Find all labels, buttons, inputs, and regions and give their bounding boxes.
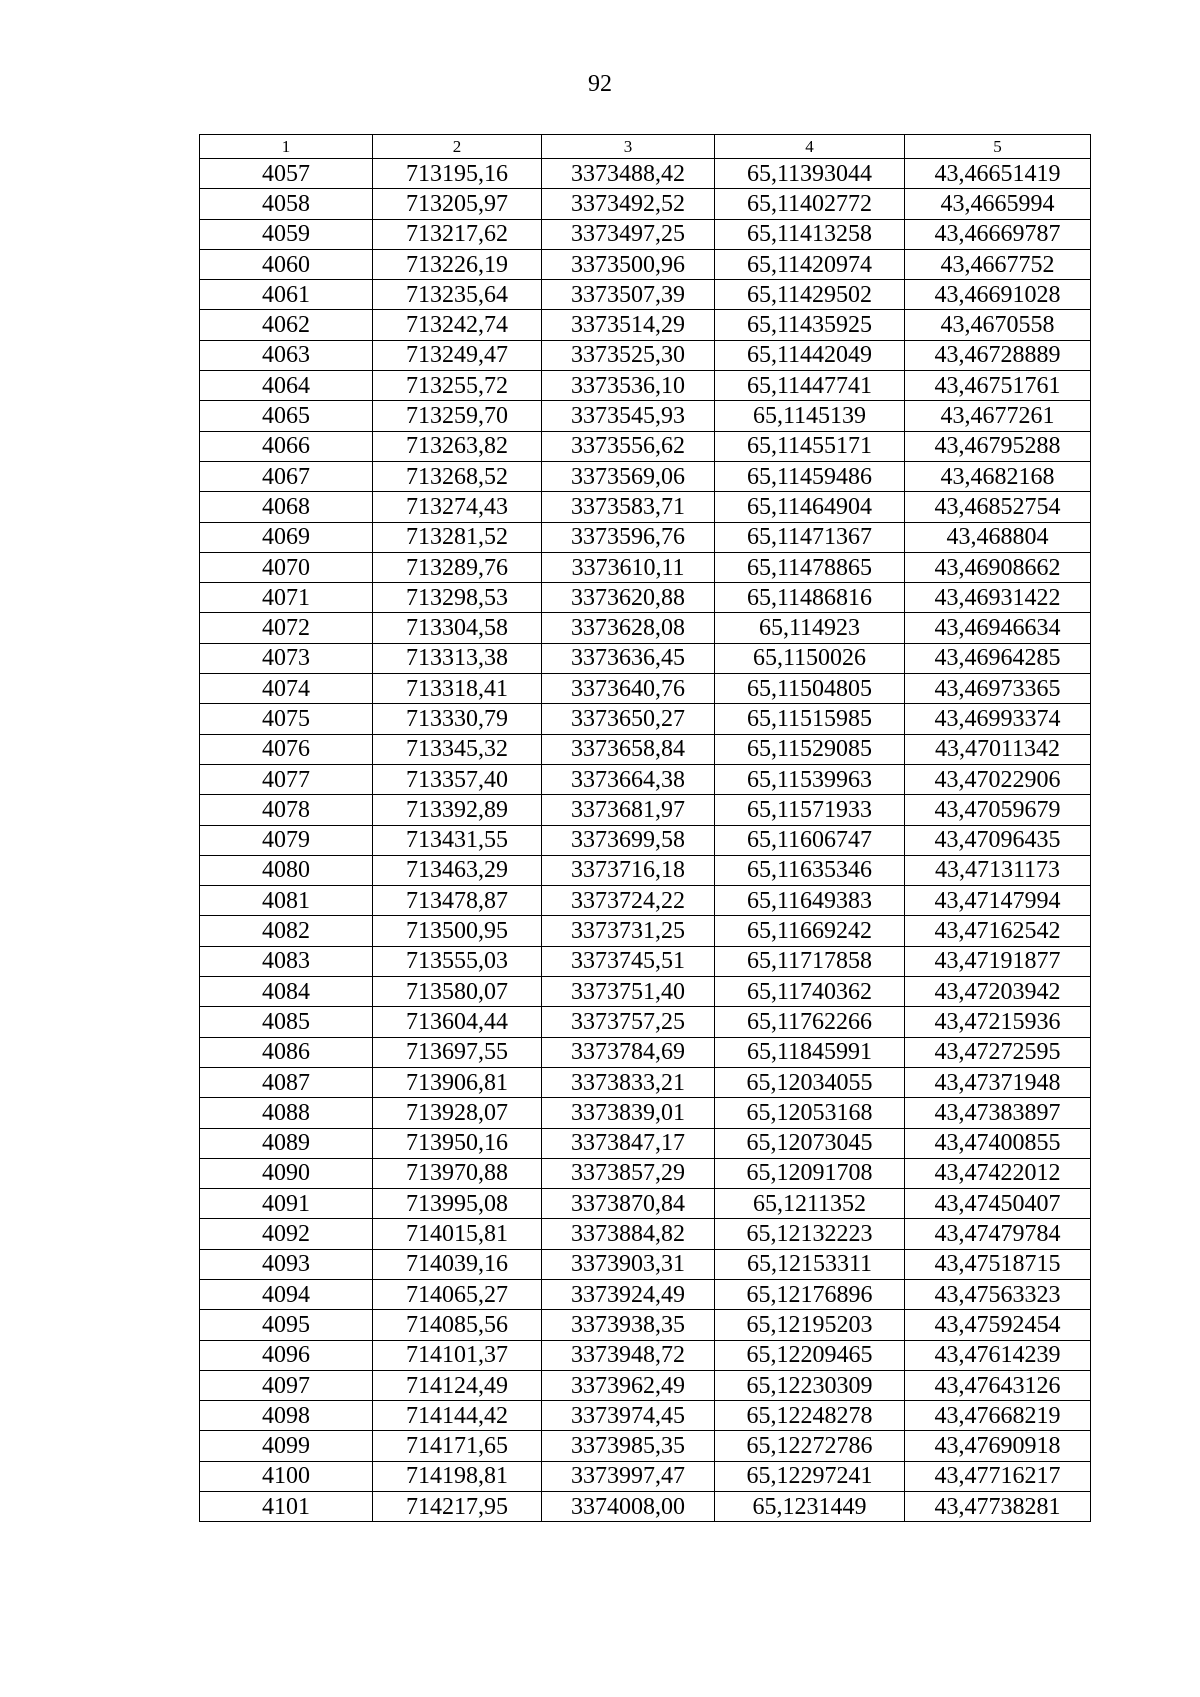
table-row (200, 1310, 1091, 1340)
table-cell: 65,11442049 (715, 340, 905, 370)
table-row (200, 916, 1091, 946)
table-cell: 4098 (200, 1401, 373, 1431)
table-cell: 43,47668219 (905, 1401, 1091, 1431)
table-cell: 4094 (200, 1279, 373, 1309)
table-cell: 714198,81 (373, 1461, 542, 1491)
table-cell: 713217,62 (373, 219, 542, 249)
table-row (200, 1189, 1091, 1219)
table-cell: 43,47614239 (905, 1340, 1091, 1370)
table-cell: 4059 (200, 219, 373, 249)
table-row (200, 1098, 1091, 1128)
table-cell: 65,11762266 (715, 1007, 905, 1037)
table-row (200, 280, 1091, 310)
table-row (200, 613, 1091, 643)
table-cell: 4076 (200, 734, 373, 764)
table-cell: 65,11486816 (715, 583, 905, 613)
table-cell: 43,46751761 (905, 371, 1091, 401)
table-cell: 4089 (200, 1128, 373, 1158)
table-cell: 4064 (200, 371, 373, 401)
table-cell: 43,47690918 (905, 1431, 1091, 1461)
table-row (200, 340, 1091, 370)
table-cell: 3373492,52 (542, 189, 715, 219)
table-cell: 43,46973365 (905, 674, 1091, 704)
table-cell: 713318,41 (373, 674, 542, 704)
table-cell: 714171,65 (373, 1431, 542, 1461)
table-cell: 3373903,31 (542, 1249, 715, 1279)
table-cell: 3373497,25 (542, 219, 715, 249)
table-cell: 43,47011342 (905, 734, 1091, 764)
table-cell: 3373620,88 (542, 583, 715, 613)
table-cell: 65,11635346 (715, 855, 905, 885)
table-cell: 43,47272595 (905, 1037, 1091, 1067)
table-cell: 3373507,39 (542, 280, 715, 310)
table-cell: 65,12176896 (715, 1279, 905, 1309)
table-cell: 713313,38 (373, 643, 542, 673)
table-cell: 43,47162542 (905, 916, 1091, 946)
table-cell: 3373514,29 (542, 310, 715, 340)
table-cell: 4095 (200, 1310, 373, 1340)
table-cell: 65,11504805 (715, 674, 905, 704)
table-cell: 65,11571933 (715, 795, 905, 825)
column-header: 2 (373, 135, 542, 159)
table-row (200, 371, 1091, 401)
table-cell: 65,12209465 (715, 1340, 905, 1370)
table-row (200, 764, 1091, 794)
table-cell: 4086 (200, 1037, 373, 1067)
table-cell: 3373628,08 (542, 613, 715, 643)
table-row (200, 249, 1091, 279)
table-cell: 713259,70 (373, 401, 542, 431)
table-cell: 3373545,93 (542, 401, 715, 431)
table-cell: 43,47371948 (905, 1067, 1091, 1097)
table-cell: 43,46852754 (905, 492, 1091, 522)
table-cell: 4074 (200, 674, 373, 704)
table-cell: 43,47450407 (905, 1189, 1091, 1219)
table-cell: 3373536,10 (542, 371, 715, 401)
table-cell: 3373751,40 (542, 977, 715, 1007)
table-cell: 4072 (200, 613, 373, 643)
table-cell: 43,47716217 (905, 1461, 1091, 1491)
table-row (200, 825, 1091, 855)
table-row (200, 1128, 1091, 1158)
table-cell: 65,11429502 (715, 280, 905, 310)
table-row (200, 855, 1091, 885)
table-cell: 713289,76 (373, 552, 542, 582)
table-cell: 4075 (200, 704, 373, 734)
table-cell: 4101 (200, 1492, 373, 1522)
table-row (200, 674, 1091, 704)
table-cell: 43,47191877 (905, 946, 1091, 976)
table-cell: 4060 (200, 249, 373, 279)
table-cell: 4082 (200, 916, 373, 946)
table-cell: 4085 (200, 1007, 373, 1037)
table-cell: 43,47215936 (905, 1007, 1091, 1037)
table-cell: 43,47131173 (905, 855, 1091, 885)
table-cell: 65,11393044 (715, 159, 905, 189)
table-cell: 713268,52 (373, 461, 542, 491)
table-cell: 713928,07 (373, 1098, 542, 1128)
table-cell: 43,47422012 (905, 1158, 1091, 1188)
table-cell: 43,4667752 (905, 249, 1091, 279)
table-cell: 3373525,30 (542, 340, 715, 370)
table-cell: 65,1231449 (715, 1492, 905, 1522)
table-cell: 4092 (200, 1219, 373, 1249)
column-header: 1 (200, 135, 373, 159)
table-cell: 43,46651419 (905, 159, 1091, 189)
table-cell: 43,46795288 (905, 431, 1091, 461)
table-cell: 65,12297241 (715, 1461, 905, 1491)
table-cell: 4065 (200, 401, 373, 431)
table-cell: 713500,95 (373, 916, 542, 946)
table-cell: 713906,81 (373, 1067, 542, 1097)
table-cell: 3373488,42 (542, 159, 715, 189)
table-cell: 43,4677261 (905, 401, 1091, 431)
table-cell: 4068 (200, 492, 373, 522)
table-row (200, 1037, 1091, 1067)
table-cell: 65,1150026 (715, 643, 905, 673)
table-cell: 65,12272786 (715, 1431, 905, 1461)
table-cell: 4093 (200, 1249, 373, 1279)
table-row (200, 310, 1091, 340)
table-cell: 3373847,17 (542, 1128, 715, 1158)
table-cell: 65,11529085 (715, 734, 905, 764)
table-cell: 43,46946634 (905, 613, 1091, 643)
table-row (200, 1492, 1091, 1522)
table-cell: 65,12073045 (715, 1128, 905, 1158)
table-cell: 65,12195203 (715, 1310, 905, 1340)
table-cell: 713995,08 (373, 1189, 542, 1219)
table-cell: 3373884,82 (542, 1219, 715, 1249)
table-cell: 3373716,18 (542, 855, 715, 885)
table-cell: 713242,74 (373, 310, 542, 340)
table-cell: 4070 (200, 552, 373, 582)
table-row (200, 704, 1091, 734)
table-cell: 713580,07 (373, 977, 542, 1007)
table-cell: 4084 (200, 977, 373, 1007)
table-cell: 65,12153311 (715, 1249, 905, 1279)
table-cell: 43,47643126 (905, 1370, 1091, 1400)
table-cell: 3373658,84 (542, 734, 715, 764)
table-cell: 65,11717858 (715, 946, 905, 976)
table-cell: 65,11669242 (715, 916, 905, 946)
table-cell: 43,47479784 (905, 1219, 1091, 1249)
table-row (200, 431, 1091, 461)
table-cell: 3373500,96 (542, 249, 715, 279)
table-cell: 3373610,11 (542, 552, 715, 582)
table-cell: 714085,56 (373, 1310, 542, 1340)
table-cell: 3373745,51 (542, 946, 715, 976)
table-cell: 65,11471367 (715, 522, 905, 552)
table-cell: 43,4665994 (905, 189, 1091, 219)
table-cell: 43,46669787 (905, 219, 1091, 249)
table-cell: 43,47592454 (905, 1310, 1091, 1340)
table-cell: 713463,29 (373, 855, 542, 885)
table-cell: 65,11402772 (715, 189, 905, 219)
table-cell: 4091 (200, 1189, 373, 1219)
table-cell: 713330,79 (373, 704, 542, 734)
table-row (200, 1461, 1091, 1491)
table-cell: 3373681,97 (542, 795, 715, 825)
table-row (200, 189, 1091, 219)
table-cell: 4062 (200, 310, 373, 340)
table-row (200, 1401, 1091, 1431)
table-cell: 713281,52 (373, 522, 542, 552)
table-row (200, 734, 1091, 764)
table-cell: 65,11478865 (715, 552, 905, 582)
table-row (200, 946, 1091, 976)
table-cell: 3373724,22 (542, 886, 715, 916)
table-cell: 43,47059679 (905, 795, 1091, 825)
table-cell: 43,47518715 (905, 1249, 1091, 1279)
table-cell: 3374008,00 (542, 1492, 715, 1522)
table-cell: 4069 (200, 522, 373, 552)
table-cell: 713357,40 (373, 764, 542, 794)
table-cell: 4081 (200, 886, 373, 916)
table-cell: 4058 (200, 189, 373, 219)
table-cell: 3373857,29 (542, 1158, 715, 1188)
table-cell: 65,11455171 (715, 431, 905, 461)
table-cell: 65,11459486 (715, 461, 905, 491)
table-cell: 3373757,25 (542, 1007, 715, 1037)
table-cell: 65,12053168 (715, 1098, 905, 1128)
column-header: 5 (905, 135, 1091, 159)
table-cell: 714039,16 (373, 1249, 542, 1279)
table-cell: 713392,89 (373, 795, 542, 825)
table-cell: 65,11845991 (715, 1037, 905, 1067)
table-cell: 43,47147994 (905, 886, 1091, 916)
table-cell: 4097 (200, 1370, 373, 1400)
table-cell: 3373640,76 (542, 674, 715, 704)
table-row (200, 1067, 1091, 1097)
table-cell: 714124,49 (373, 1370, 542, 1400)
table-cell: 713205,97 (373, 189, 542, 219)
table-cell: 65,11649383 (715, 886, 905, 916)
table-row (200, 583, 1091, 613)
table-cell: 43,46908662 (905, 552, 1091, 582)
table-cell: 3373650,27 (542, 704, 715, 734)
table-cell: 4088 (200, 1098, 373, 1128)
table-cell: 4099 (200, 1431, 373, 1461)
table-cell: 4083 (200, 946, 373, 976)
table-body (200, 159, 1091, 1522)
table-row (200, 159, 1091, 189)
table-cell: 43,468804 (905, 522, 1091, 552)
table-row (200, 1279, 1091, 1309)
table-cell: 4063 (200, 340, 373, 370)
table-cell: 4077 (200, 764, 373, 794)
table-cell: 713604,44 (373, 1007, 542, 1037)
table-cell: 713195,16 (373, 159, 542, 189)
table-cell: 713478,87 (373, 886, 542, 916)
table-cell: 3373596,76 (542, 522, 715, 552)
table-cell: 43,47022906 (905, 764, 1091, 794)
table-cell: 65,11413258 (715, 219, 905, 249)
table-cell: 714015,81 (373, 1219, 542, 1249)
table-cell: 3373569,06 (542, 461, 715, 491)
table-cell: 3373636,45 (542, 643, 715, 673)
table-cell: 3373924,49 (542, 1279, 715, 1309)
table-cell: 43,46931422 (905, 583, 1091, 613)
table-cell: 3373664,38 (542, 764, 715, 794)
table-cell: 3373839,01 (542, 1098, 715, 1128)
table-cell: 3373556,62 (542, 431, 715, 461)
column-header: 4 (715, 135, 905, 159)
table-cell: 3373699,58 (542, 825, 715, 855)
table-row (200, 1340, 1091, 1370)
table-cell: 43,4670558 (905, 310, 1091, 340)
table-row (200, 401, 1091, 431)
table-cell: 713255,72 (373, 371, 542, 401)
table-cell: 3373583,71 (542, 492, 715, 522)
table-cell: 713555,03 (373, 946, 542, 976)
table-header (200, 135, 1091, 159)
table-cell: 714144,42 (373, 1401, 542, 1431)
page-number: 92 (588, 71, 612, 97)
table-cell: 65,11515985 (715, 704, 905, 734)
table-cell: 65,12230309 (715, 1370, 905, 1400)
table-cell: 43,46691028 (905, 280, 1091, 310)
table-row (200, 1431, 1091, 1461)
table-cell: 4087 (200, 1067, 373, 1097)
table-cell: 4079 (200, 825, 373, 855)
table-cell: 3373833,21 (542, 1067, 715, 1097)
table-row (200, 1219, 1091, 1249)
table-cell: 3373731,25 (542, 916, 715, 946)
table-cell: 65,114923 (715, 613, 905, 643)
table-cell: 43,47400855 (905, 1128, 1091, 1158)
table-row (200, 1158, 1091, 1188)
table-row (200, 1370, 1091, 1400)
table-cell: 65,11539963 (715, 764, 905, 794)
table-cell: 65,11447741 (715, 371, 905, 401)
table-cell: 713697,55 (373, 1037, 542, 1067)
table-cell: 43,47383897 (905, 1098, 1091, 1128)
table-cell: 4071 (200, 583, 373, 613)
table-cell: 3373985,35 (542, 1431, 715, 1461)
table-row (200, 492, 1091, 522)
table-cell: 4057 (200, 159, 373, 189)
table-cell: 65,1145139 (715, 401, 905, 431)
header-row (200, 135, 1091, 159)
table-cell: 3373997,47 (542, 1461, 715, 1491)
table-cell: 4078 (200, 795, 373, 825)
table-cell: 4090 (200, 1158, 373, 1188)
table-cell: 4080 (200, 855, 373, 885)
table-cell: 713304,58 (373, 613, 542, 643)
table-cell: 43,46964285 (905, 643, 1091, 673)
table-cell: 713298,53 (373, 583, 542, 613)
table-cell: 65,11606747 (715, 825, 905, 855)
table-cell: 3373974,45 (542, 1401, 715, 1431)
table-row (200, 219, 1091, 249)
table-cell: 714065,27 (373, 1279, 542, 1309)
table-cell: 65,12091708 (715, 1158, 905, 1188)
table-cell: 4096 (200, 1340, 373, 1370)
table-cell: 713235,64 (373, 280, 542, 310)
table-row (200, 643, 1091, 673)
table-row (200, 552, 1091, 582)
table-cell: 4066 (200, 431, 373, 461)
table-row (200, 886, 1091, 916)
table-cell: 65,12132223 (715, 1219, 905, 1249)
table-cell: 4073 (200, 643, 373, 673)
table-cell: 713249,47 (373, 340, 542, 370)
table-cell: 713950,16 (373, 1128, 542, 1158)
table-cell: 4100 (200, 1461, 373, 1491)
table-cell: 713226,19 (373, 249, 542, 279)
table-cell: 43,47563323 (905, 1279, 1091, 1309)
table-cell: 4061 (200, 280, 373, 310)
column-header: 3 (542, 135, 715, 159)
table-cell: 43,46993374 (905, 704, 1091, 734)
table-row (200, 522, 1091, 552)
table-cell: 714101,37 (373, 1340, 542, 1370)
table-cell: 3373938,35 (542, 1310, 715, 1340)
table-cell: 65,11740362 (715, 977, 905, 1007)
table-cell: 65,11435925 (715, 310, 905, 340)
table-cell: 65,11420974 (715, 249, 905, 279)
table-cell: 43,47738281 (905, 1492, 1091, 1522)
table-cell: 714217,95 (373, 1492, 542, 1522)
table-row (200, 1249, 1091, 1279)
table-row (200, 461, 1091, 491)
table-cell: 65,12248278 (715, 1401, 905, 1431)
coordinates-table (199, 134, 1091, 1522)
table-cell: 4067 (200, 461, 373, 491)
table-cell: 65,12034055 (715, 1067, 905, 1097)
table-cell: 713970,88 (373, 1158, 542, 1188)
table-cell: 3373784,69 (542, 1037, 715, 1067)
table-cell: 713431,55 (373, 825, 542, 855)
table-cell: 65,11464904 (715, 492, 905, 522)
table-cell: 65,1211352 (715, 1189, 905, 1219)
table-cell: 3373948,72 (542, 1340, 715, 1370)
table-cell: 43,46728889 (905, 340, 1091, 370)
table-cell: 3373962,49 (542, 1370, 715, 1400)
table-row (200, 977, 1091, 1007)
table-cell: 43,47096435 (905, 825, 1091, 855)
table-cell: 713345,32 (373, 734, 542, 764)
table-cell: 43,4682168 (905, 461, 1091, 491)
table-row (200, 795, 1091, 825)
table-cell: 713274,43 (373, 492, 542, 522)
table-row (200, 1007, 1091, 1037)
table-cell: 3373870,84 (542, 1189, 715, 1219)
table-cell: 43,47203942 (905, 977, 1091, 1007)
table-cell: 713263,82 (373, 431, 542, 461)
